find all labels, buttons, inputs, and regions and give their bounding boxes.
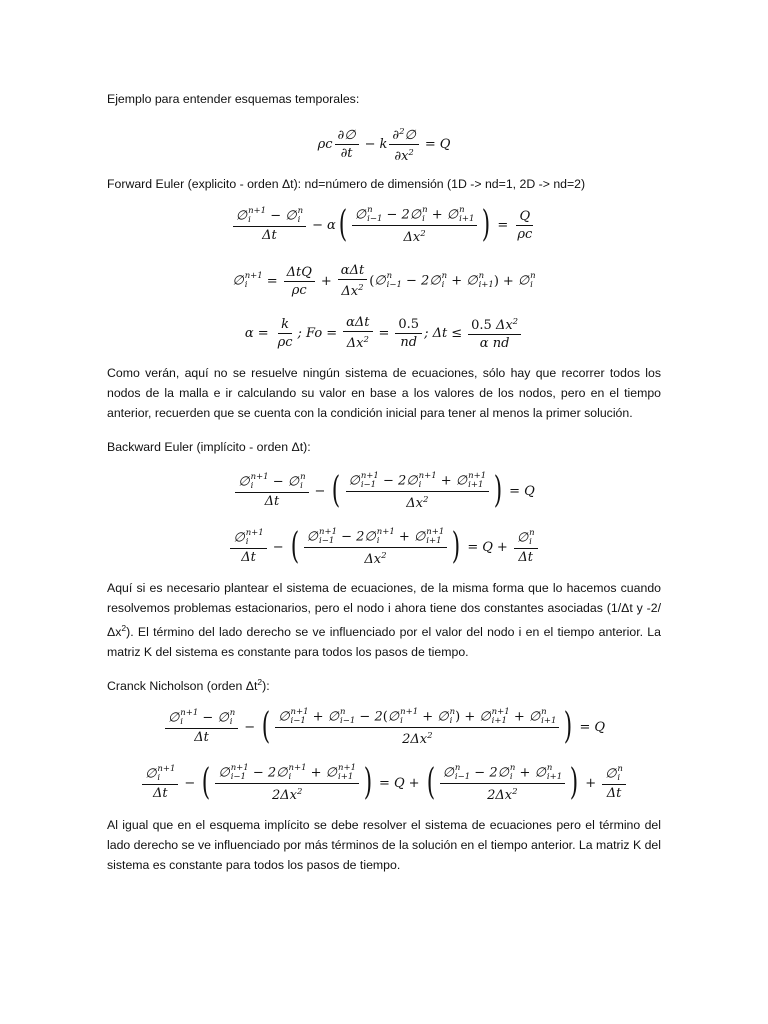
crank-nicholson-rearranged: ∅ n+1 i Δt − ( ∅ n+1 i−1 − 2∅ n+1 i + ∅ n+1 i+1 $2\Delta x^2$ ) = Q + ( ∅ n i−1 − 2∅ n i + ∅ n i+1 $2\Delta x^2$ ) + ∅ n i Δt (107, 756, 661, 810)
backward-euler-heading: Backward Euler (implícito - orden Δt): (107, 440, 311, 454)
backward-euler-explanation: Aquí si es necesario plantear el sistema de ecuaciones, de la misma forma que lo hacemos cuando resolvemos problemas estacionarios, pero el nodo i ahora tiene dos constantes asociadas (1/Δt y $-2/\Delta x^2$). El término del lado derecho se ve influenciado por el valor del nodo i en el tiempo anterior. La matriz K del sistema es constante para todos los pasos de tiempo. (107, 581, 661, 659)
crank-nicholson-explanation: Al igual que en el esquema implícito se debe resolver el sistema de ecuaciones pero el término del lado derecho se ve influenciado por más términos de la solución en el tiempo anterior. La matriz K del sistema es constante para todos los pasos de tiempo. (107, 818, 661, 872)
stability-condition: α = $\frac{k}{\rho c}$ ; Fo = $\frac{\text{αΔt}}{\Delta x^2}$ = $\frac{0.5}{nd}$ ; Δt ≤ $\frac{0.5 \Delta x^2}{\text{α nd}}$ (107, 310, 661, 356)
crank-nicholson-equation: ∅ n+1 i − ∅ n i Δt − ( ∅ n+1 i−1 + ∅ n i−1 − 2(∅ n+1 i + ∅ n i ) + ∅ n+1 i+1 + ∅ n i+1 $2\Delta x^2$ ) = Q (107, 700, 661, 754)
heat-equation: ρc $\frac{\partial\emptyset}{\partial t}$ − k $\frac{\partial^2\emptyset}{\partial x^2}$ = Q (317, 126, 451, 164)
explicit-update-equation: ∅ n+1 i = $\frac{\text{ΔtQ}}{\rho c}$ + $\frac{\text{αΔt}}{\Delta x^2}$ ( ∅ n i−1 − 2∅ n i + ∅ n i+1 ) + ∅ n i (232, 263, 536, 299)
forward-euler-equation: ∅ n+1 i − ∅ n i Δt − α ( ∅ n i−1 − 2∅ n i + ∅ n i+1 $\Delta x^2$ ) = $\frac{Q}{\rho c}$ (107, 200, 661, 250)
forward-euler-explanation: Como verán, aquí no se resuelve ningún sistema de ecuaciones, sólo hay que recorrer todos los nodos de la malla e ir calculando su valor en base a los valores de los nodos, pero en el tiempo anterior, recuerden que se cuenta con la condición inicial para tener al menos la primer solución. (107, 366, 661, 420)
intro-line: Ejemplo para entender esquemas temporales: (107, 92, 360, 106)
crank-nicholson-heading: Cranck Nicholson (orden $\Delta t^2$): (107, 677, 270, 693)
backward-euler-rearranged: ∅ n+1 i Δt − ( ∅ n+1 i−1 − 2∅ n+1 i + ∅ n+1 i+1 $\Delta x^2$ ) = Q + ∅ n i Δt (107, 521, 661, 573)
backward-euler-equation: ∅ n+1 i − ∅ n i Δt − ( ∅ n+1 i−1 − 2∅ n+1 i + ∅ n+1 i+1 $\Delta x^2$ ) = Q (107, 465, 661, 517)
forward-euler-heading: Forward Euler (explicito - orden Δt): nd=número de dimensión (1D -> nd=1, 2D -> nd=2) (107, 177, 586, 191)
